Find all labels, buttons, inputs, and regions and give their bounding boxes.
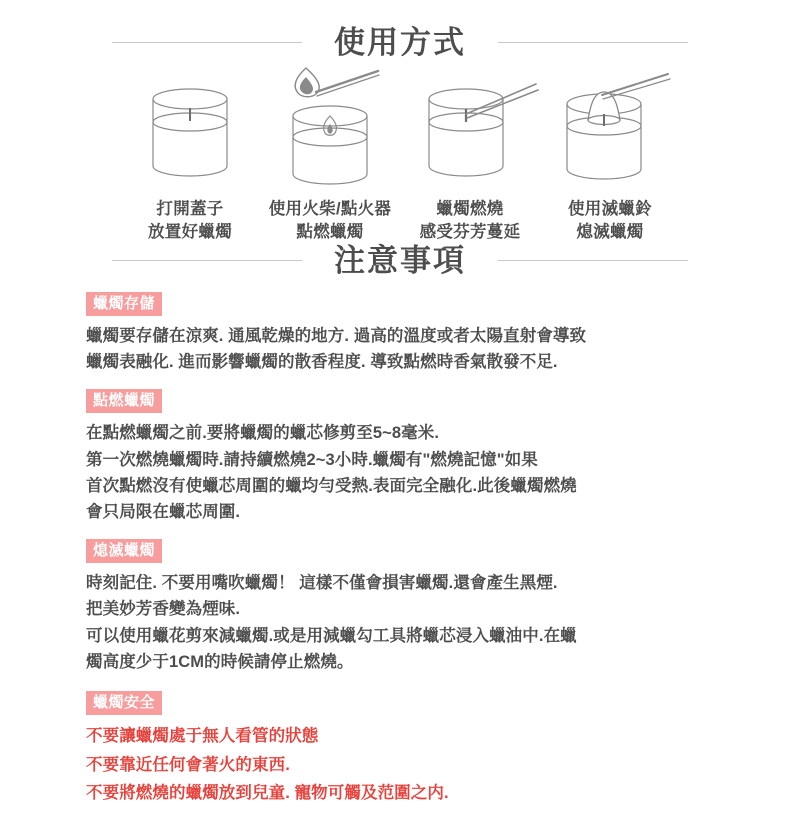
candle-snuffer-icon: [540, 64, 680, 189]
note-line: 第一次燃燒蠟燭時.請持續燃燒2~3小時.蠟燭有"燃燒記憶"如果: [86, 450, 538, 469]
note-line: 首次點燃沒有使蠟芯周圍的蠟均勻受熱.表面完全融化.此後蠟燭燃燒: [86, 476, 577, 495]
notes-header-rule-left: [112, 260, 302, 261]
usage-step-3: [400, 64, 540, 245]
usage-steps-row: [0, 64, 800, 245]
usage-step-4-caption: [568, 198, 652, 245]
note-line: 時刻記住. 不要用嘴吹蠟燭！ 這樣不僅會損害蠟燭.還會產生黑煙.: [86, 574, 558, 593]
usage-step-1: [120, 64, 260, 245]
usage-step-3-caption: [420, 198, 521, 245]
note-line: 在點燃蠟燭之前.要將蠟燭的蠟芯修剪至5~8毫米.: [86, 424, 440, 443]
note-text-extinguishing: [86, 570, 800, 675]
note-text-lighting: [86, 420, 800, 525]
notes-body: [0, 292, 800, 807]
usage-step-4-caption-line2: 熄滅蠟燭: [576, 223, 644, 242]
note-block-lighting: [86, 389, 800, 525]
note-line: 不要靠近任何會著火的東西.: [86, 755, 290, 774]
usage-step-3-caption-line2: 感受芬芳蔓延: [419, 223, 521, 242]
note-text-storage: [86, 323, 800, 375]
note-block-safety: [86, 691, 800, 807]
notes-header-rule-right: [498, 260, 688, 261]
note-block-storage: [86, 292, 800, 375]
header-rule-right: [498, 42, 688, 43]
usage-section-title: 使用方式: [334, 25, 466, 60]
note-line: 可以使用蠟花剪來減蠟燭.或是用減蠟勾工具將蠟芯浸入蠟油中.在蠟: [86, 626, 577, 645]
notes-section-title: 注意事項: [334, 242, 466, 278]
note-block-extinguishing: [86, 539, 800, 675]
note-badge-lighting: 點燃蠟燭: [86, 389, 162, 413]
note-badge-extinguishing: 熄滅蠟燭: [86, 539, 162, 563]
note-text-safety: [86, 722, 800, 807]
usage-step-1-caption-line1: 打開蓋子: [156, 200, 224, 218]
header-rule-left: [112, 42, 302, 43]
note-badge-safety: 蠟燭安全: [86, 691, 162, 715]
candle-burning-tweezer-icon: [400, 64, 540, 189]
usage-step-2: [260, 64, 400, 245]
usage-step-2-caption-line2: 點燃蠟燭: [296, 223, 364, 242]
usage-step-2-caption-line1: 使用火柴/點火器: [268, 200, 392, 218]
usage-step-1-caption: [148, 198, 232, 245]
note-line: 燭高度少于1CM的時候請停止燃燒。: [86, 652, 354, 671]
match-stick-icon: [316, 71, 379, 96]
candle-lighting-match-icon: [260, 64, 400, 189]
note-badge-storage: 蠟燭存儲: [86, 292, 162, 316]
note-line: 蠟燭要存儲在涼爽. 通風乾燥的地方. 過高的溫度或者太陽直射會導致: [86, 326, 587, 345]
usage-section-header: [0, 27, 800, 58]
note-line: 蠟燭表融化. 進而影響蠟燭的散香程度. 導致點燃時香氣散發不足.: [86, 353, 558, 372]
usage-step-1-caption-line2: 放置好蠟燭: [148, 223, 232, 242]
candle-jar-icon: [120, 64, 260, 189]
usage-step-4-caption-line1: 使用滅蠟鈴: [568, 200, 652, 218]
notes-section-header: [0, 242, 800, 278]
note-line: 不要將燃燒的蠟燭放到兒童. 寵物可觸及范圍之内.: [86, 783, 449, 802]
usage-step-3-caption-line1: 蠟燭燃燒: [436, 200, 504, 218]
note-line: 不要讓蠟燭處于無人看管的狀態: [86, 727, 319, 746]
usage-step-2-caption: [269, 198, 391, 245]
usage-step-4: [540, 64, 680, 245]
note-line: 會只局限在蠟芯周圍.: [86, 503, 241, 522]
note-line: 把美妙芳香變為煙味.: [86, 600, 241, 619]
